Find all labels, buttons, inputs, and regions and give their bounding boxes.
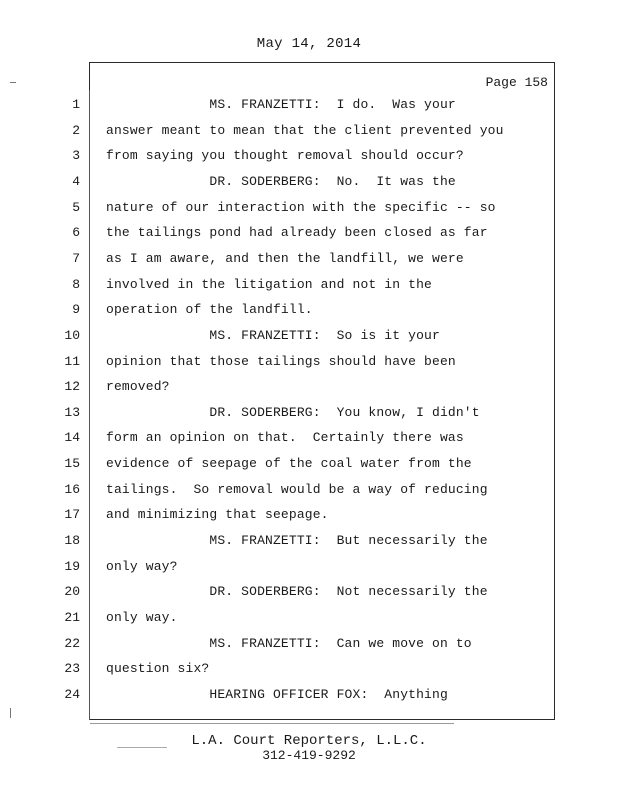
transcript-line: MS. FRANZETTI: I do. Was your <box>106 97 456 112</box>
transcript-line: involved in the litigation and not in the <box>106 277 433 292</box>
transcript-line: answer meant to mean that the client prevented you <box>106 123 504 138</box>
line-number: 10 <box>64 328 80 343</box>
line-number: 11 <box>64 354 80 369</box>
line-number: 13 <box>64 405 80 420</box>
transcript-line: tailings. So removal would be a way of reducing <box>106 482 488 497</box>
line-number: 4 <box>72 174 80 189</box>
transcript-line: as I am aware, and then the landfill, we were <box>106 251 464 266</box>
transcript-line: question six? <box>106 661 210 676</box>
transcript-line: form an opinion on that. Certainly there was <box>106 430 464 445</box>
line-number: 2 <box>72 123 80 138</box>
transcript-line: only way? <box>106 559 178 574</box>
line-number: 20 <box>64 584 80 599</box>
transcript-line: MS. FRANZETTI: So is it your <box>106 328 440 343</box>
transcript-line: the tailings pond had already been closed as far <box>106 225 488 240</box>
transcript-line: removed? <box>106 379 170 394</box>
scan-artifact <box>10 82 16 83</box>
transcript-line: MS. FRANZETTI: Can we move on to <box>106 636 472 651</box>
transcript-line: and minimizing that seepage. <box>106 507 329 522</box>
line-number: 7 <box>72 251 80 266</box>
header-date: May 14, 2014 <box>256 36 362 52</box>
line-number: 23 <box>64 661 80 676</box>
transcript-line: opinion that those tailings should have been <box>106 354 456 369</box>
footer-phone: 312-419-9292 <box>262 748 356 763</box>
line-number: 21 <box>64 610 80 625</box>
line-number: 16 <box>64 482 80 497</box>
line-number: 6 <box>72 225 80 240</box>
scan-artifact <box>117 747 167 748</box>
line-number: 15 <box>64 456 80 471</box>
line-number: 5 <box>72 200 80 215</box>
line-number: 22 <box>64 636 80 651</box>
transcript-line: DR. SODERBERG: You know, I didn't <box>106 405 480 420</box>
page-number: Page 158 <box>485 75 548 90</box>
line-number: 14 <box>64 430 80 445</box>
line-number: 3 <box>72 148 80 163</box>
line-number: 1 <box>72 97 80 112</box>
line-number: 17 <box>64 507 80 522</box>
transcript-line: DR. SODERBERG: Not necessarily the <box>106 584 488 599</box>
transcript-line: MS. FRANZETTI: But necessarily the <box>106 533 488 548</box>
transcript-line: evidence of seepage of the coal water from the <box>106 456 472 471</box>
transcript-line: HEARING OFFICER FOX: Anything <box>106 687 448 702</box>
transcript-line: operation of the landfill. <box>106 302 313 317</box>
transcript-line: DR. SODERBERG: No. It was the <box>106 174 456 189</box>
line-number: 9 <box>72 302 80 317</box>
line-number: 8 <box>72 277 80 292</box>
line-number: 12 <box>64 379 80 394</box>
transcript-line: from saying you thought removal should occur? <box>106 148 464 163</box>
line-number: 19 <box>64 559 80 574</box>
line-number: 24 <box>64 687 80 702</box>
line-number: 18 <box>64 533 80 548</box>
transcript-line: nature of our interaction with the specific -- so <box>106 200 496 215</box>
scan-artifact <box>10 708 11 718</box>
transcript-line: only way. <box>106 610 178 625</box>
scan-artifact <box>90 723 454 724</box>
left-margin-rule <box>89 90 90 720</box>
footer-company: L.A. Court Reporters, L.L.C. <box>191 733 427 749</box>
